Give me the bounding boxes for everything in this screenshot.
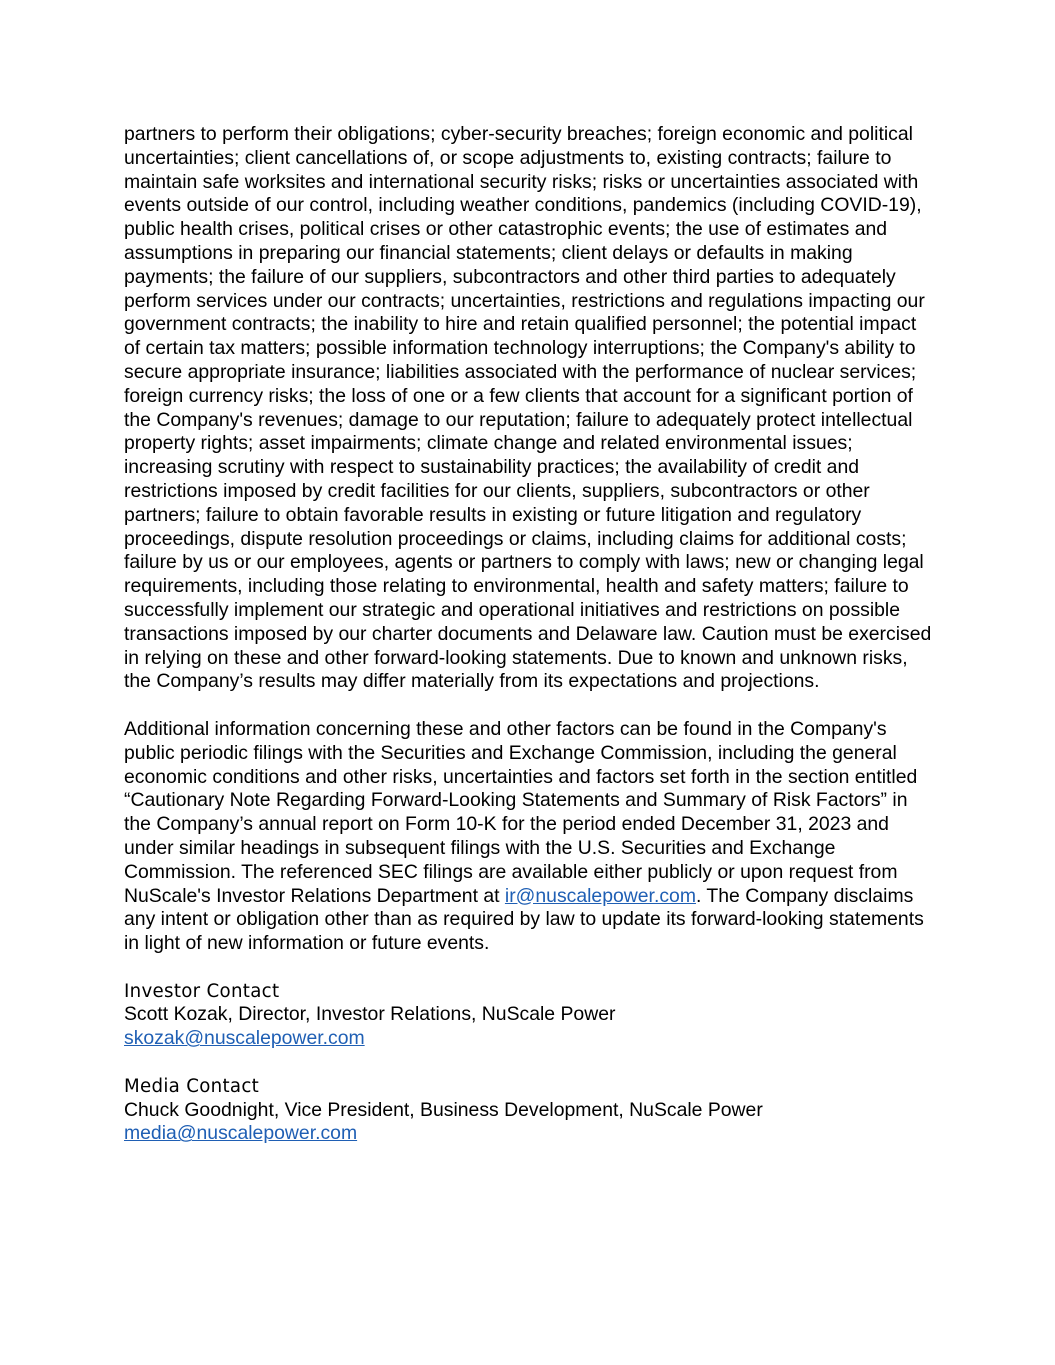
investor-contact-email-line (124, 1027, 936, 1051)
media-contact-heading: Media Contact (124, 1075, 260, 1097)
additional-information-text: Additional information concerning these and other factors can be found in the Company's public periodic filings with the Securities and Exchange Commission, including the general economic conditions and other risks, uncertainties and factors set forth in the section entitled “Cautionary Note Regarding Forward-Looking Statements and Summary of Risk Factors” in the Company’s annual report on Form 10-K for the period ended December 31, 2023 and under similar headings in subsequent filings with the U.S. Securities and Exchange Commission. The referenced SEC filings are available either publicly or upon request from NuScale's Investor Relations Department at (124, 717, 918, 907)
investor-contact-block (124, 980, 936, 1051)
media-contact-name: Chuck Goodnight, Vice President, Business Development, NuScale Power (124, 1098, 763, 1121)
investor-contact-heading: Investor Contact (124, 980, 280, 1002)
investor-contact-email-link[interactable]: skozak@nuscalepower.com (124, 1027, 365, 1050)
media-contact-email-link[interactable]: media@nuscalepower.com (124, 1122, 358, 1145)
investor-contact-name: Scott Kozak, Director, Investor Relations, NuScale Power (124, 1003, 616, 1026)
ir-email-link[interactable]: ir@nuscalepower.com (504, 884, 696, 907)
additional-information-text-end: . The Company disclaims any intent or obligation other than as required by law to update its forward-looking statements in light of new information or future events. (124, 884, 924, 955)
media-contact-email-line (124, 1122, 936, 1146)
additional-information-paragraph (124, 718, 936, 956)
risk-factors-paragraph: partners to perform their obligations; cyber-security breaches; foreign economic and political uncertainties; client cancellations of, or scope adjustments to, existing contracts; failure to maintain safe worksites and international security risks; risks or uncertainties associated with events outside of our control, including weather conditions, pandemics (including COVID-19), public health crises, political crises or other catastrophic events; the use of estimates and assumptions in preparing our financial statements; client delays or defaults in making payments; the failure of our suppliers, subcontractors and other third parties to adequately perform services under our contracts; uncertainties, restrictions and regulations impacting our government contracts; the inability to hire and retain qualified personnel; the potential impact of certain tax matters; possible information technology interruptions; the Company's ability to secure appropriate insurance; liabilities associated with the performance of nuclear services; foreign currency risks; the loss of one or a few clients that account for a significant portion of the Company's revenues; damage to our reputation; failure to adequately protect intellectual property rights; asset impairments; climate change and related environmental issues; increasing scrutiny with respect to sustainability practices; the availability of credit and restrictions imposed by credit facilities for our clients, suppliers, subcontractors or other partners; failure to obtain favorable results in existing or future litigation and regulatory proceedings, dispute resolution proceedings or claims, including claims for additional costs; failure by us or our employees, agents or partners to comply with laws; new or changing legal requirements, including those relating to environmental, health and safety matters; failure to successfully implement our strategic and operational initiatives and restrictions on possible transactions imposed by our charter documents and Delaware law. Caution must be exercised in relying on these and other forward-looking statements. Due to known and unknown risks, the Company’s results may differ materially from its expectations and projections. (124, 123, 932, 693)
media-contact-block (124, 1075, 936, 1146)
document-page (124, 123, 936, 1146)
